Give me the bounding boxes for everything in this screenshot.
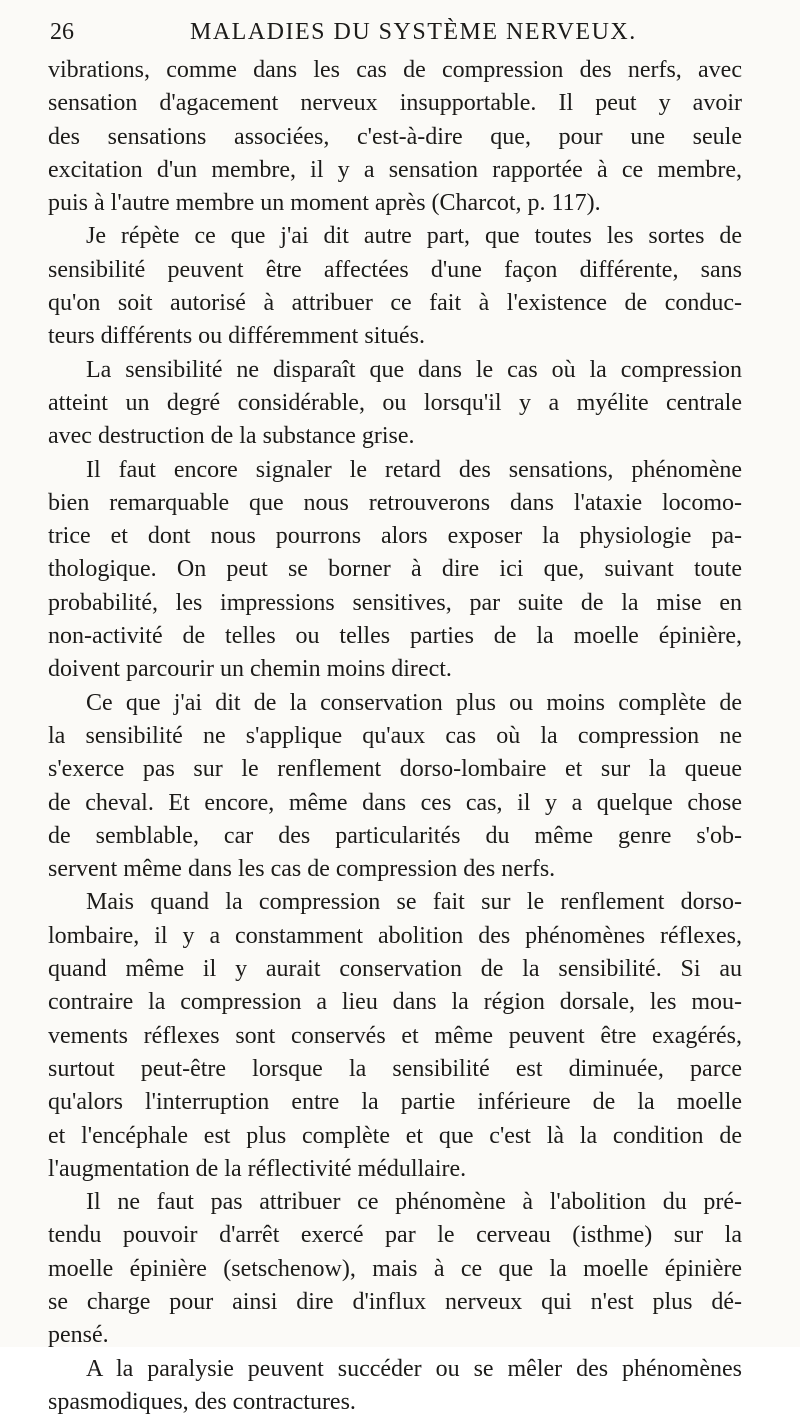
paragraph-first-line: A la paralysie peuvent succéder ou se mêler des phénomènes — [86, 1355, 742, 1382]
text-line: se charge pour ainsi dire d'influx nerveux qui n'est plus dé- — [48, 1288, 742, 1315]
text-line: excitation d'un membre, il y a sensation rapportée à ce membre, — [48, 156, 742, 183]
text-line: bien remarquable que nous retrouverons dans l'ataxie locomo- — [48, 489, 742, 516]
body-text — [48, 54, 742, 1419]
text-line: de semblable, car des particularités du même genre s'ob- — [48, 822, 742, 849]
page-number: 26 — [50, 19, 74, 45]
text-line: vements réflexes sont conservés et même peuvent être exagérés, — [48, 1022, 742, 1049]
text-line: doivent parcourir un chemin moins direct. — [48, 656, 452, 683]
text-line: pensé. — [48, 1322, 109, 1349]
text-line: moelle épinière (setschenow), mais à ce que la moelle épinière — [48, 1255, 742, 1282]
text-line: tendu pouvoir d'arrêt exercé par le cerveau (isthme) sur la — [48, 1222, 742, 1249]
text-line: qu'on soit autorisé à attribuer ce fait à l'existence de conduc- — [48, 290, 742, 317]
text-line: sensation d'agacement nerveux insupportable. Il peut y avoir — [48, 90, 742, 117]
text-line: s'exerce pas sur le renflement dorso-lombaire et sur la queue — [48, 756, 742, 783]
text-line: probabilité, les impressions sensitives, par suite de la mise en — [48, 589, 742, 616]
text-line: surtout peut-être lorsque la sensibilité est diminuée, parce — [48, 1055, 742, 1082]
running-head: MALADIES DU SYSTÈME NERVEUX. — [190, 19, 637, 45]
text-line: puis à l'autre membre un moment après (Charcot, p. 117). — [48, 190, 601, 217]
text-line: spasmodiques, des contractures. — [48, 1388, 356, 1415]
text-line: atteint un degré considérable, ou lorsqu'il y a myélite centrale — [48, 389, 742, 416]
text-line: lombaire, il y a constamment abolition des phénomènes réflexes, — [48, 922, 742, 949]
text-line: et l'encéphale est plus complète et que c'est là la condition de — [48, 1122, 742, 1149]
text-line: servent même dans les cas de compression des nerfs. — [48, 856, 556, 883]
text-line: quand même il y aurait conservation de la sensibilité. Si au — [48, 956, 742, 983]
paragraph-first-line: La sensibilité ne disparaît que dans le cas où la compression — [86, 356, 742, 383]
text-line: l'augmentation de la réflectivité médullaire. — [48, 1155, 467, 1182]
text-line: sensibilité peuvent être affectées d'une façon différente, sans — [48, 256, 742, 283]
paragraph-first-line: Ce que j'ai dit de la conservation plus ou moins complète de — [86, 689, 742, 716]
text-line: avec destruction de la substance grise. — [48, 423, 415, 450]
text-line: trice et dont nous pourrons alors exposer la physiologie pa- — [48, 523, 742, 550]
paragraph-first-line: Il ne faut pas attribuer ce phénomène à l'abolition du pré- — [86, 1189, 742, 1216]
text-line: teurs différents ou différemment situés. — [48, 323, 426, 350]
page-header — [50, 14, 740, 50]
text-line: thologique. On peut se borner à dire ici que, suivant toute — [48, 556, 742, 583]
text-line: vibrations, comme dans les cas de compression des nerfs, avec — [48, 57, 742, 83]
text-line: contraire la compression a lieu dans la région dorsale, les mou- — [48, 989, 742, 1016]
text-line: qu'alors l'interruption entre la partie inférieure de la moelle — [48, 1089, 742, 1116]
paragraph-first-line: Je répète ce que j'ai dit autre part, que toutes les sortes de — [86, 223, 742, 250]
text-line: non-activité de telles ou telles parties de la moelle épinière, — [48, 623, 742, 650]
paragraph-first-line: Mais quand la compression se fait sur le renflement dorso- — [86, 889, 742, 916]
paragraph-first-line: Il faut encore signaler le retard des sensations, phénomène — [86, 456, 742, 483]
text-line: des sensations associées, c'est-à-dire que, pour une seule — [48, 123, 742, 150]
text-line: la sensibilité ne s'applique qu'aux cas où la compression ne — [48, 722, 742, 749]
text-line: de cheval. Et encore, même dans ces cas, il y a quelque chose — [48, 789, 742, 816]
